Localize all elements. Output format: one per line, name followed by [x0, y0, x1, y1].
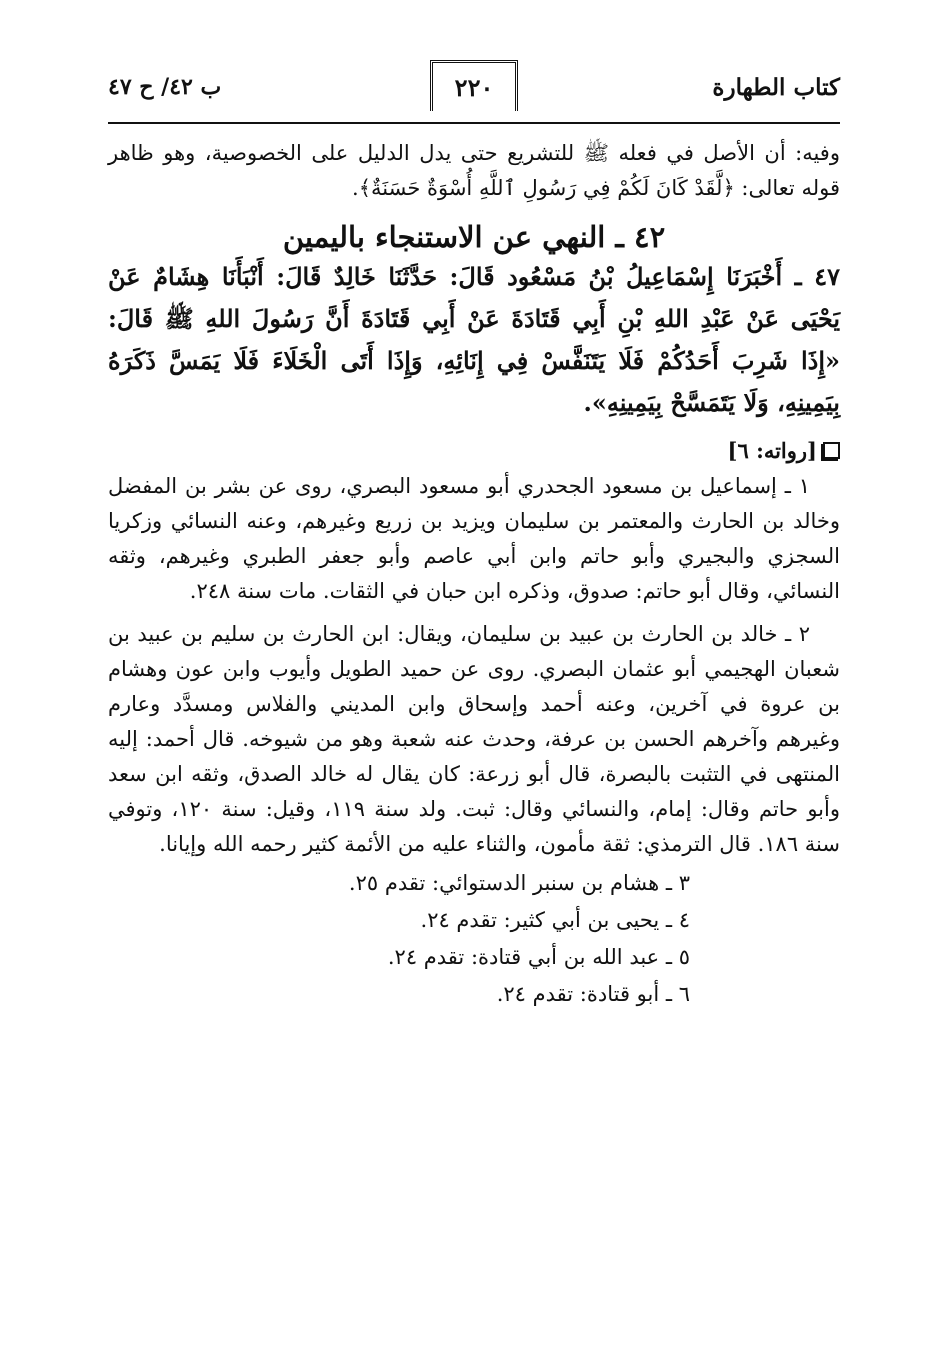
narrator-bio: ٢ ـ خالد بن الحارث بن عبيد بن سليمان، ويقال: ابن الحارث بن سليم بن عبيد بن شعبان الهجيمي أبو عثمان البصري. روى عن حميد الطويل وأيوب وابن عون وهشام بن عروة في آخرين، وعنه أحمد وإسحاق وابن المديني والفلاس ومسدَّد وعارم وغيرهم وآخرهم الحسن بن عرفة، وحدث عنه شعبة وهو من شيوخه. قال أحمد: إليه المنتهى في التثبت بالبصرة، قال أبو زرعة: كان يقال له خالد الصدق، وثقه ابن سعد وأبو حاتم وقال: إمام، والنسائي وقال: ثبت. ولد سنة ١١٩، وقيل: سنة ١٢٠، وتوفي سنة ١٨٦. قال الترمذي: ثقة مأمون، والثناء عليه من الأئمة كثير رحمه الله وإيانا. [108, 622, 840, 856]
narrator-bio: ٤ ـ يحيى بن أبي كثير: تقدم ٢٤. [420, 908, 690, 932]
narrators-heading-label: [رواته: ٦] [727, 438, 817, 463]
narrator-bio: ٦ ـ أبو قتادة: تقدم ٢٤. [496, 982, 690, 1006]
intro-paragraph: وفيه: أن الأصل في فعله ﷺ للتشريع حتى يدل الدليل على الخصوصية، وهو ظاهر قوله تعالى: ﴿لَّقَدْ كَانَ لَكُمْ فِي رَسُولِ ٱللَّهِ أُسْوَةٌ حَسَنَةٌ﴾. [108, 141, 840, 200]
narrators-heading [108, 438, 840, 463]
square-bullet-icon [823, 442, 840, 459]
chapter-title: ٤٢ ـ النهي عن الاستنجاء باليمين [282, 220, 666, 254]
narrator-bio: ١ ـ إسماعيل بن مسعود الجحدري أبو مسعود البصري، روى عن بشر بن المفضل وخالد بن الحارث والمعتمر بن سليمان ويزيد بن زريع وغيرهم، وعنه النسائي وزكريا السجزي والبجيري وأبو حاتم وابن أبي عاصم وأبو جعفر الطبري وغيرهم، وثقه النسائي، وقال أبو حاتم: صدوق، وذكره ابن حبان في الثقات. مات سنة ٢٤٨. [108, 474, 840, 603]
page-number: ٢٢٠ [430, 60, 518, 111]
book-page [108, 60, 840, 1317]
chapter-reference: ب ٤٢/ ح ٤٧ [108, 74, 222, 100]
page-header [108, 60, 840, 124]
hadith-text: ٤٧ ـ أَخْبَرَنَا إِسْمَاعِيلُ بْنُ مَسْعُود قَالَ: حَدَّثَنَا خَالِدٌ قَالَ: أَنْبَأَنَا هِشَامٌ عَنْ يَحْيَى عَنْ عَبْدِ اللهِ بْنِ أَبِي قَتَادَةَ عَنْ أَبِي قَتَادَةَ أَنَّ رَسُولَ اللهِ ﷺ قَالَ: «إِذَا شَرِبَ أَحَدُكُمْ فَلَا يَتَنَفَّسْ فِي إِنَائِهِ، وَإِذَا أَتَى الْخَلَاءَ فَلَا يَمَسَّ ذَكَرَهُ بِيَمِينِهِ، وَلَا يَتَمَسَّحْ بِيَمِينِهِ». [108, 262, 840, 417]
narrator-bio: ٥ ـ عبد الله بن أبي قتادة: تقدم ٢٤. [387, 945, 690, 969]
book-title: كتاب الطهارة [712, 74, 840, 101]
narrator-bio: ٣ ـ هشام بن سنبر الدستوائي: تقدم ٢٥. [348, 871, 690, 895]
